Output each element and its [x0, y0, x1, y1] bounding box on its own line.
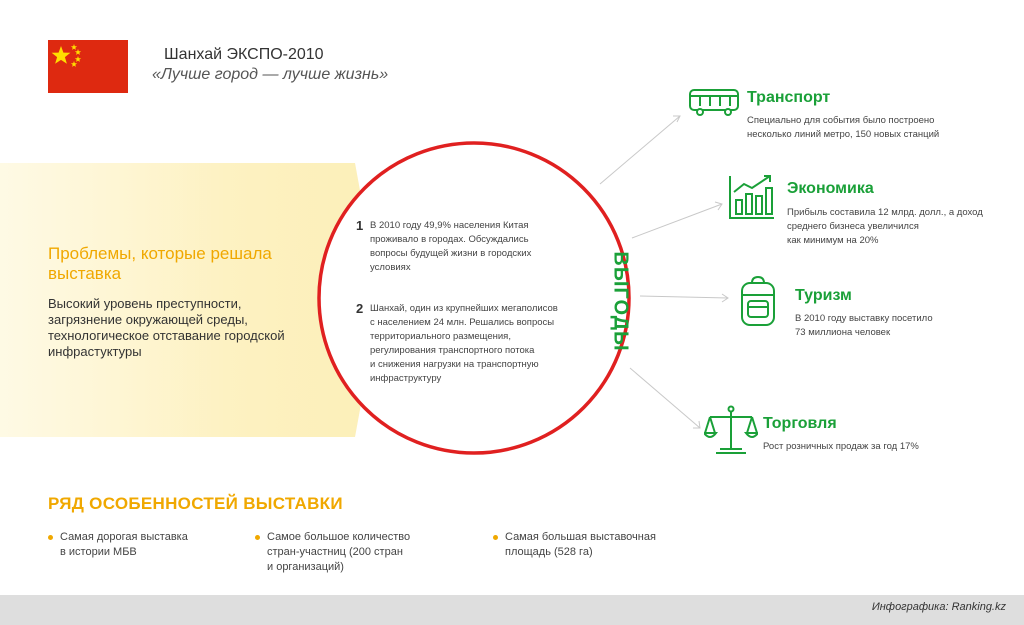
circle-item-number: 2 [356, 301, 364, 316]
benefit-text-tourism [795, 312, 933, 340]
central-circle [319, 143, 629, 453]
page-title: Шанхай ЭКСПО-2010 [164, 46, 324, 63]
benefit-line: 73 миллиона человек [795, 327, 891, 338]
growth-chart-icon [728, 172, 776, 220]
features-title: РЯД ОСОБЕННОСТЕЙ ВЫСТАВКИ [48, 494, 343, 513]
benefit-text-economy [787, 206, 983, 248]
circle-item-line: регулирования транспортного потока [370, 345, 535, 356]
benefits-label: ВЫГОДЫ [609, 251, 632, 352]
bullet-dot-icon [493, 535, 498, 540]
footer-bar [0, 595, 1024, 625]
benefit-line: Прибыль составила 12 млрд. долл., а доход [787, 207, 983, 218]
circle-item-line: и снижения нагрузки на транспортную [370, 359, 539, 370]
feature-item-3 [493, 530, 693, 570]
footer-credit: Инфографика: Ranking.kz [871, 601, 1006, 613]
arrow-transport [600, 116, 680, 184]
scales-icon [704, 405, 758, 455]
arrow-trade [630, 368, 700, 428]
circle-item-line: вопросы будущей жизни в городских [370, 248, 532, 259]
benefit-title-trade: Торговля [763, 415, 837, 432]
benefit-text-trade [763, 440, 919, 454]
circle-item-line: инфраструктуру [370, 373, 442, 384]
benefit-line: среднего бизнеса увеличился [787, 221, 919, 232]
feature-line: площадь (528 га) [505, 546, 593, 558]
circle-item-line: В 2010 году 49,9% населения Китая [370, 220, 529, 231]
benefit-text-transport [747, 114, 939, 142]
feature-line: Самое большое количество [267, 531, 411, 543]
feature-line: Самая дорогая выставка [60, 531, 188, 543]
benefit-line: несколько линий метро, 150 новых станций [747, 129, 940, 140]
circle-item-line: Шанхай, один из крупнейших мегаполисов [370, 303, 558, 314]
feature-line: и организаций) [267, 561, 344, 573]
circle-item-1 [356, 219, 586, 279]
circle-item-number: 1 [356, 218, 364, 233]
feature-item-1 [48, 530, 238, 570]
circle-item-2 [356, 302, 596, 392]
circle-item-line: территориального размещения, [370, 331, 511, 342]
circle-item-line: условиях [370, 262, 411, 273]
benefit-line: В 2010 году выставку посетило [795, 313, 933, 324]
benefit-title-economy: Экономика [787, 180, 874, 197]
circle-item-line: с населением 24 млн. Решались вопросы [370, 317, 555, 328]
benefit-line: Рост розничных продаж за год 17% [763, 441, 919, 452]
circle-item-line: проживало в городах. Обсуждались [370, 234, 529, 245]
bus-icon [688, 88, 740, 116]
arrow-economy [632, 204, 722, 238]
bullet-dot-icon [255, 535, 260, 540]
arrow-tourism [640, 296, 728, 298]
benefit-title-tourism: Туризм [795, 287, 852, 304]
backpack-icon [738, 275, 778, 327]
feature-line: стран-участниц (200 стран [267, 546, 403, 558]
page-slogan: «Лучше город — лучше жизнь» [152, 66, 389, 83]
problems-text: Высокий уровень преступности, загрязнение окружающей среды, технологическое отставание городской инфрастуктуры [48, 296, 285, 359]
benefit-line: Специально для события было построено [747, 115, 935, 126]
benefit-line: как минимум на 20% [787, 235, 879, 246]
problems-title: Проблемы, которые решала выставка [48, 244, 272, 283]
feature-line: Самая большая выставочная [505, 531, 656, 543]
benefit-title-transport: Транспорт [747, 89, 831, 106]
feature-item-2 [255, 530, 455, 580]
bullet-dot-icon [48, 535, 53, 540]
feature-line: в истории МБВ [60, 546, 137, 558]
